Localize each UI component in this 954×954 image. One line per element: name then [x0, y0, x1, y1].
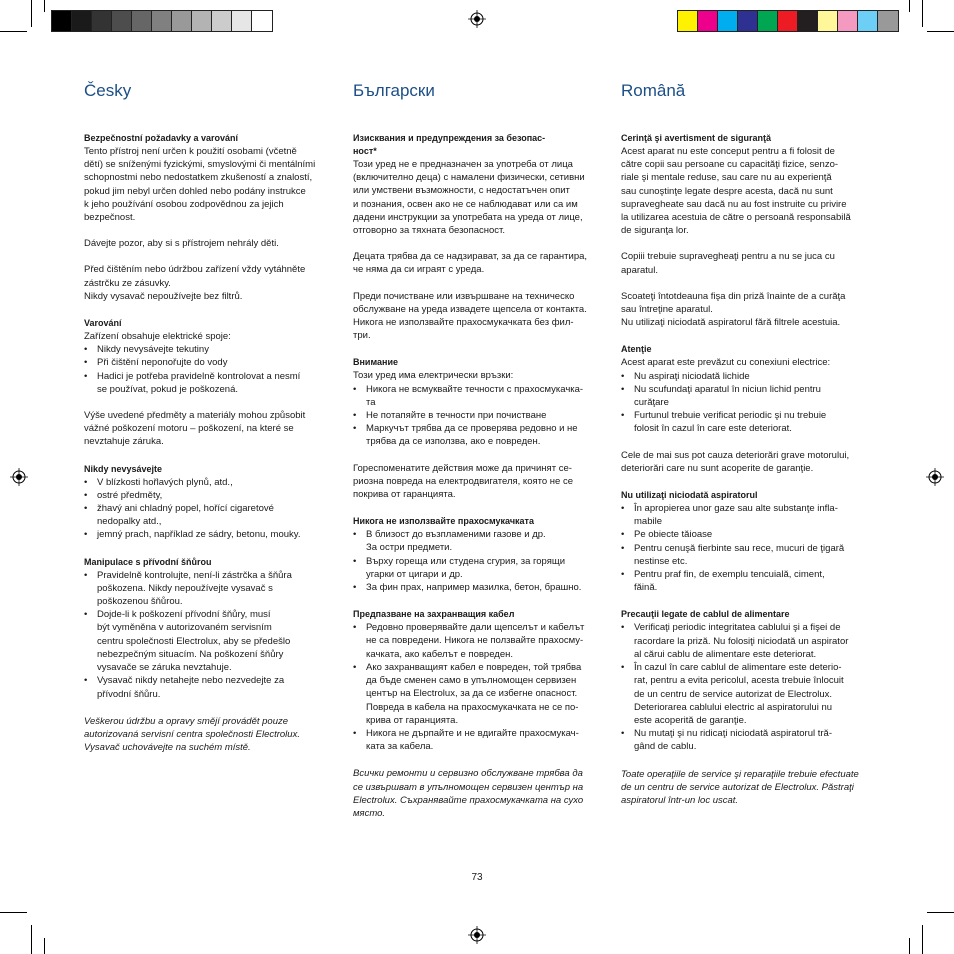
- paragraph: Децата трябва да се надзирават, за да се гарантира, че няма да си играят с уреда.: [353, 251, 588, 276]
- list-item: • Nikdy nevysávejte tekutiny: [84, 343, 336, 356]
- section-cord: [84, 556, 336, 701]
- crop-mark: [44, 0, 45, 12]
- list-item: • Pentru praf fin, de exemplu tencuială, ciment, făină.: [621, 568, 873, 594]
- bullet-list: [621, 502, 873, 594]
- paragraph: Tento přístroj není určen k použití osobami (včetně dětí) se sníženými fyzickými, smyslovými či mentálními schopnostmi nebo nedostatkem zkušeností a znalostí, pokud jim nebyl určen dohled nebo podány instrukce k jeho používání osobou zodpovědnou za jejich bezpečnost.: [84, 146, 316, 224]
- section-safety: [353, 132, 605, 342]
- grayscale-color-bar: [51, 10, 273, 32]
- gray-swatch: [232, 11, 252, 31]
- footer-note: Veškerou údržbu a opravy smějí provádět pouze autorizovaná servisní centra společnosti Electrolux. Vysavač uchovávejte na suchém místě.: [84, 715, 300, 754]
- paragraph: Този уред не е предназначен за употреба от лица (включително деца) с намалени физически, сетивни или умствени възможности, с недостатъчен опит и познания, освен ако не се наблюдават или са им дадени инструкции за употребата на уреда от лице, отговорно за тяхната безопасност.: [353, 159, 585, 237]
- section-never-vacuum: [84, 463, 336, 542]
- bullet-list: [353, 528, 605, 594]
- list-item: • Hadici je potřeba pravidelně kontrolovat a nesmí se používat, pokud je poškozená.: [84, 370, 336, 396]
- language-heading: Български: [353, 81, 435, 100]
- paragraph: Scoateţi întotdeauna fişa din priză înainte de a curăţa sau întreţine aparatul. Nu utilizaţi niciodată aspiratorul fără filtrele acestuia.: [621, 290, 846, 329]
- section-heading: Varování: [84, 318, 122, 329]
- section-heading: Cerinţă şi avertisment de siguranţă: [621, 133, 772, 143]
- section-safety: [84, 132, 336, 303]
- color-swatch: [798, 11, 818, 31]
- language-heading: Česky: [84, 81, 132, 100]
- section-heading: Atenţie: [621, 344, 652, 355]
- paragraph: Този уред има електрически връзки:: [353, 370, 514, 382]
- color-swatch: [878, 11, 898, 31]
- footer-note: Всички ремонти и сервизно обслужване трябва да се извършват в упълномощен сервизен център на Electrolux. Съхранявайте прахосмукачката на сухо място.: [353, 768, 584, 819]
- list-item: • Pentru cenuşă fierbinte sau rece, mucuri de ţigară nestinse etc.: [621, 542, 873, 568]
- crop-mark: [0, 31, 27, 32]
- list-item: • Nu scufundaţi aparatul în niciun lichid pentru curăţare: [621, 383, 873, 409]
- color-swatch: [738, 11, 758, 31]
- paragraph: Dávejte pozor, aby si s přístrojem nehrály děti.: [84, 238, 279, 250]
- section-heading: Изисквания и предупреждения за безопас- ност*: [353, 133, 546, 156]
- color-swatch: [858, 11, 878, 31]
- section-heading: Предпазване на захранващия кабел: [353, 609, 515, 620]
- list-item: • Никога не всмуквайте течности с прахосмукачка- та: [353, 383, 605, 409]
- color-swatch: [818, 11, 838, 31]
- language-heading: Română: [621, 81, 686, 100]
- list-item: • За фин прах, например мазилка, бетон, брашно.: [353, 581, 605, 594]
- list-item: • Furtunul trebuie verificat periodic şi nu trebuie folosit în cazul în care este deteriorat.: [621, 409, 873, 435]
- page-number: 73: [471, 872, 483, 883]
- section-heading: Manipulace s přívodní šňůrou: [84, 556, 212, 567]
- list-item: • Dojde-li k poškození přívodní šňůry, musí být vyměněna v autorizovaném servisním centru společnosti Electrolux, aby se předešlo nebezpečným situacím. Na poškození šňůry vysavače se záruka nevztahuje.: [84, 608, 336, 674]
- list-item: • žhavý ani chladný popel, hořící cigaretové nedopalky atd.,: [84, 502, 336, 528]
- color-swatch: [678, 11, 698, 31]
- gray-swatch: [112, 11, 132, 31]
- paragraph: Acest aparat nu este conceput pentru a fi folosit de către copii sau persoane cu capacităţi fizice, senzo- riale şi mentale reduse, sau care nu au experienţă sau cunoştinţe legate despre acesta, dacă nu sunt supravegheate sau dacă nu au fost instruite cu privire la utilizarea acestuia de către o persoană responsabilă de siguranţa lor.: [621, 146, 851, 237]
- list-item: • ostré předměty,: [84, 489, 336, 502]
- crop-mark: [909, 938, 910, 954]
- gray-swatch: [192, 11, 212, 31]
- process-color-bar: [677, 10, 899, 32]
- bullet-list: [84, 343, 336, 396]
- paragraph: Copiii trebuie supravegheaţi pentru a nu se juca cu aparatul.: [621, 251, 835, 276]
- section-cord: [621, 608, 873, 753]
- gray-swatch: [172, 11, 192, 31]
- gray-swatch: [152, 11, 172, 31]
- list-item: • Při čištění neponořujte do vody: [84, 356, 336, 369]
- list-item: • Не потапяйте в течности при почистване: [353, 409, 605, 422]
- gray-swatch: [72, 11, 92, 31]
- crop-mark: [44, 938, 45, 954]
- section-warning: [353, 356, 605, 501]
- list-item: • Verificaţi periodic integritatea cablului şi a fişei de racordare la priză. Nu folosiţi niciodată un aspirator al cărui cablu de alimentare este deteriorat.: [621, 621, 873, 661]
- list-item: • În apropierea unor gaze sau alte substanţe infla- mabile: [621, 502, 873, 528]
- bullet-list: [621, 621, 873, 753]
- list-item: • Ако захранващият кабел е повреден, той трябва да бъде сменен само в упълномощен сервизен център на Electrolux, за да се избегне опасност. Повреда в кабела на прахосмукачката не се по- крива от гаранцията.: [353, 661, 605, 727]
- paragraph: Před čištěním nebo údržbou zařízení vždy vytáhněte zástrčku ze zásuvky. Nikdy vysavač nepoužívejte bez filtrů.: [84, 264, 306, 302]
- gray-swatch: [212, 11, 232, 31]
- section-warning: [84, 317, 336, 449]
- section-heading: Nikdy nevysávejte: [84, 463, 163, 474]
- crop-mark: [922, 925, 923, 954]
- section-never-vacuum: [353, 515, 605, 594]
- bullet-list: [353, 621, 605, 753]
- color-swatch: [838, 11, 858, 31]
- crop-mark: [31, 0, 32, 27]
- color-swatch: [718, 11, 738, 31]
- section-heading: Nu utilizaţi niciodată aspiratorul: [621, 490, 758, 501]
- registration-mark-icon: [926, 468, 944, 486]
- registration-mark-icon: [468, 10, 486, 28]
- list-item: • V blízkosti hořlavých plynů, atd.,: [84, 476, 336, 489]
- gray-swatch: [132, 11, 152, 31]
- section-heading: Внимание: [353, 357, 398, 368]
- paragraph: Zařízení obsahuje elektrické spoje:: [84, 331, 231, 343]
- section-heading: Bezpečnostní požadavky a varování: [84, 133, 239, 143]
- bullet-list: [84, 476, 336, 542]
- bullet-list: [353, 383, 605, 449]
- list-item: • În cazul în care cablul de alimentare este deterio- rat, pentru a evita pericolul, acesta trebuie înlocuit de un centru de service autorizat de Electrolux. Deteriorarea cablului electric al aspiratorului nu este acoperită de garanţie.: [621, 661, 873, 727]
- paragraph: Cele de mai sus pot cauza deteriorări grave motorului, deteriorări care nu sunt acoperite de garanţie.: [621, 449, 850, 474]
- list-item: • В близост до възпламеними газове и др. За остри предмети.: [353, 528, 605, 554]
- paragraph: Acest aparat este prevăzut cu conexiuni electrice:: [621, 357, 831, 369]
- crop-mark: [0, 912, 27, 913]
- list-item: • Vysavač nikdy netahejte nebo nezvedejte za přívodní šňůru.: [84, 674, 336, 700]
- crop-mark: [31, 925, 32, 954]
- footer-note: Toate operaţiile de service şi reparaţiile trebuie efectuate de un centru de service autorizat de Electrolux. Păstraţi aspiratorul într-un loc uscat.: [621, 768, 859, 806]
- registration-mark-icon: [468, 926, 486, 944]
- list-item: • jemný prach, například ze sádry, betonu, mouky.: [84, 528, 336, 541]
- section-safety: [621, 132, 873, 329]
- crop-mark: [927, 912, 954, 913]
- list-item: • Pe obiecte tăioase: [621, 528, 873, 541]
- section-never-vacuum: [621, 489, 873, 594]
- bullet-list: [84, 569, 336, 701]
- color-swatch: [698, 11, 718, 31]
- list-item: • Маркучът трябва да се проверява редовно и не трябва да се използва, ако е повреден.: [353, 422, 605, 448]
- list-item: • Никога не дърпайте и не вдигайте прахосмукач- ката за кабела.: [353, 727, 605, 753]
- bullet-list: [621, 370, 873, 436]
- column-bulgarian: [353, 80, 605, 820]
- color-swatch: [758, 11, 778, 31]
- crop-mark: [909, 0, 910, 12]
- paragraph: Гореспоменатите действия може да причинят се- риозна повреда на електродвигателя, която не се покрива от гаранцията.: [353, 462, 573, 501]
- list-item: • Pravidelně kontrolujte, není-li zástrčka a šňůra poškozena. Nikdy nepoužívejte vysavač s poškozenou šňůrou.: [84, 569, 336, 609]
- crop-mark: [922, 0, 923, 27]
- list-item: • Редовно проверявайте дали щепселът и кабелът не са повредени. Никога не ползвайте прахосму- качката, ако кабелът е повреден.: [353, 621, 605, 661]
- color-swatch: [778, 11, 798, 31]
- section-warning: [621, 343, 873, 475]
- gray-swatch: [252, 11, 272, 31]
- section-heading: Precauţii legate de cablul de alimentare: [621, 609, 790, 620]
- column-romanian: [621, 80, 873, 807]
- list-item: • Nu mutaţi şi nu ridicaţi niciodată aspiratorul tră- gând de cablu.: [621, 727, 873, 753]
- list-item: • Nu aspiraţi niciodată lichide: [621, 370, 873, 383]
- section-heading: Никога не използвайте прахосмукачката: [353, 516, 534, 527]
- gray-swatch: [52, 11, 72, 31]
- list-item: • Върху гореща или студена сгурия, за горящи угарки от цигари и др.: [353, 555, 605, 581]
- registration-mark-icon: [10, 468, 28, 486]
- paragraph: Výše uvedené předměty a materiály mohou způsobit vážné poškození motoru – poškození, na které se nevztahuje záruka.: [84, 410, 306, 448]
- column-czech: [84, 80, 336, 754]
- crop-mark: [927, 31, 954, 32]
- paragraph: Преди почистване или извършване на техническо обслужване на уреда извадете щепсела от контакта. Никога не използвайте прахосмукачката без фил- три.: [353, 290, 587, 342]
- section-cord: [353, 608, 605, 753]
- gray-swatch: [92, 11, 112, 31]
